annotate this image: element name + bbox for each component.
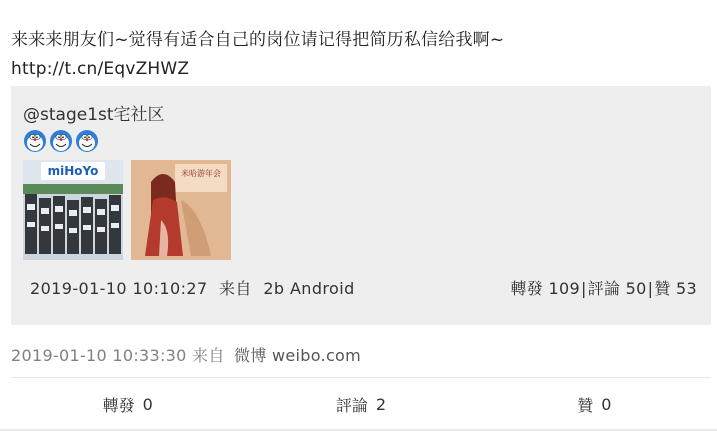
like-button-label: 贊 [577,395,594,415]
post-text [11,26,504,84]
doraemon-emoji-icon [49,129,73,153]
repost-time[interactable]: 2019-01-10 10:10:27 [30,279,208,298]
mihoyo-logo-text: miHoYo [47,164,99,178]
like-button[interactable] [478,378,711,430]
repost-user-link[interactable]: @stage1st宅社区 [23,105,165,125]
poster-photo[interactable] [131,160,231,260]
like-button-count: 0 [601,394,612,414]
repost-stats [511,276,698,299]
repost-button[interactable] [11,378,244,430]
post-body: 来来来朋友们~觉得有适合自己的岗位请记得把简历私信给我啊~ [11,30,505,50]
stats-separator: | [647,279,654,298]
repost-source[interactable]: 2b Android [263,279,355,298]
repost-meta [30,276,361,299]
post-from-label: 来自 [192,346,225,365]
post-source[interactable]: 微博 weibo.com [234,346,362,365]
post-link[interactable]: http://t.cn/EqvZHWZ [11,59,190,79]
comment-button-label: 評論 [335,395,368,415]
repost-button-count: 0 [142,394,153,414]
repost-comment-label[interactable]: 評論 [587,279,621,298]
repost-from-label: 来自 [219,279,252,298]
comment-button[interactable] [244,378,477,430]
doraemon-emoji-icon [23,129,47,153]
poster-caption: 米哈游年会 [181,169,221,178]
emoji-row [23,129,99,153]
post-meta [11,343,361,366]
action-bar [11,378,711,430]
post-time[interactable]: 2019-01-10 10:33:30 [11,346,187,365]
doraemon-emoji-icon [75,129,99,153]
stats-separator: | [580,279,587,298]
repost-like-label[interactable]: 贊 [654,279,671,298]
mihoyo-photo[interactable] [23,160,123,260]
repost-button-label: 轉發 [102,395,135,415]
repost-card [11,86,711,325]
repost-comment-count[interactable]: 50 [625,279,647,298]
repost-repost-label[interactable]: 轉發 [510,279,544,298]
repost-repost-count[interactable]: 109 [548,279,580,298]
comment-button-count: 2 [375,394,387,414]
repost-like-count[interactable]: 53 [676,279,697,298]
